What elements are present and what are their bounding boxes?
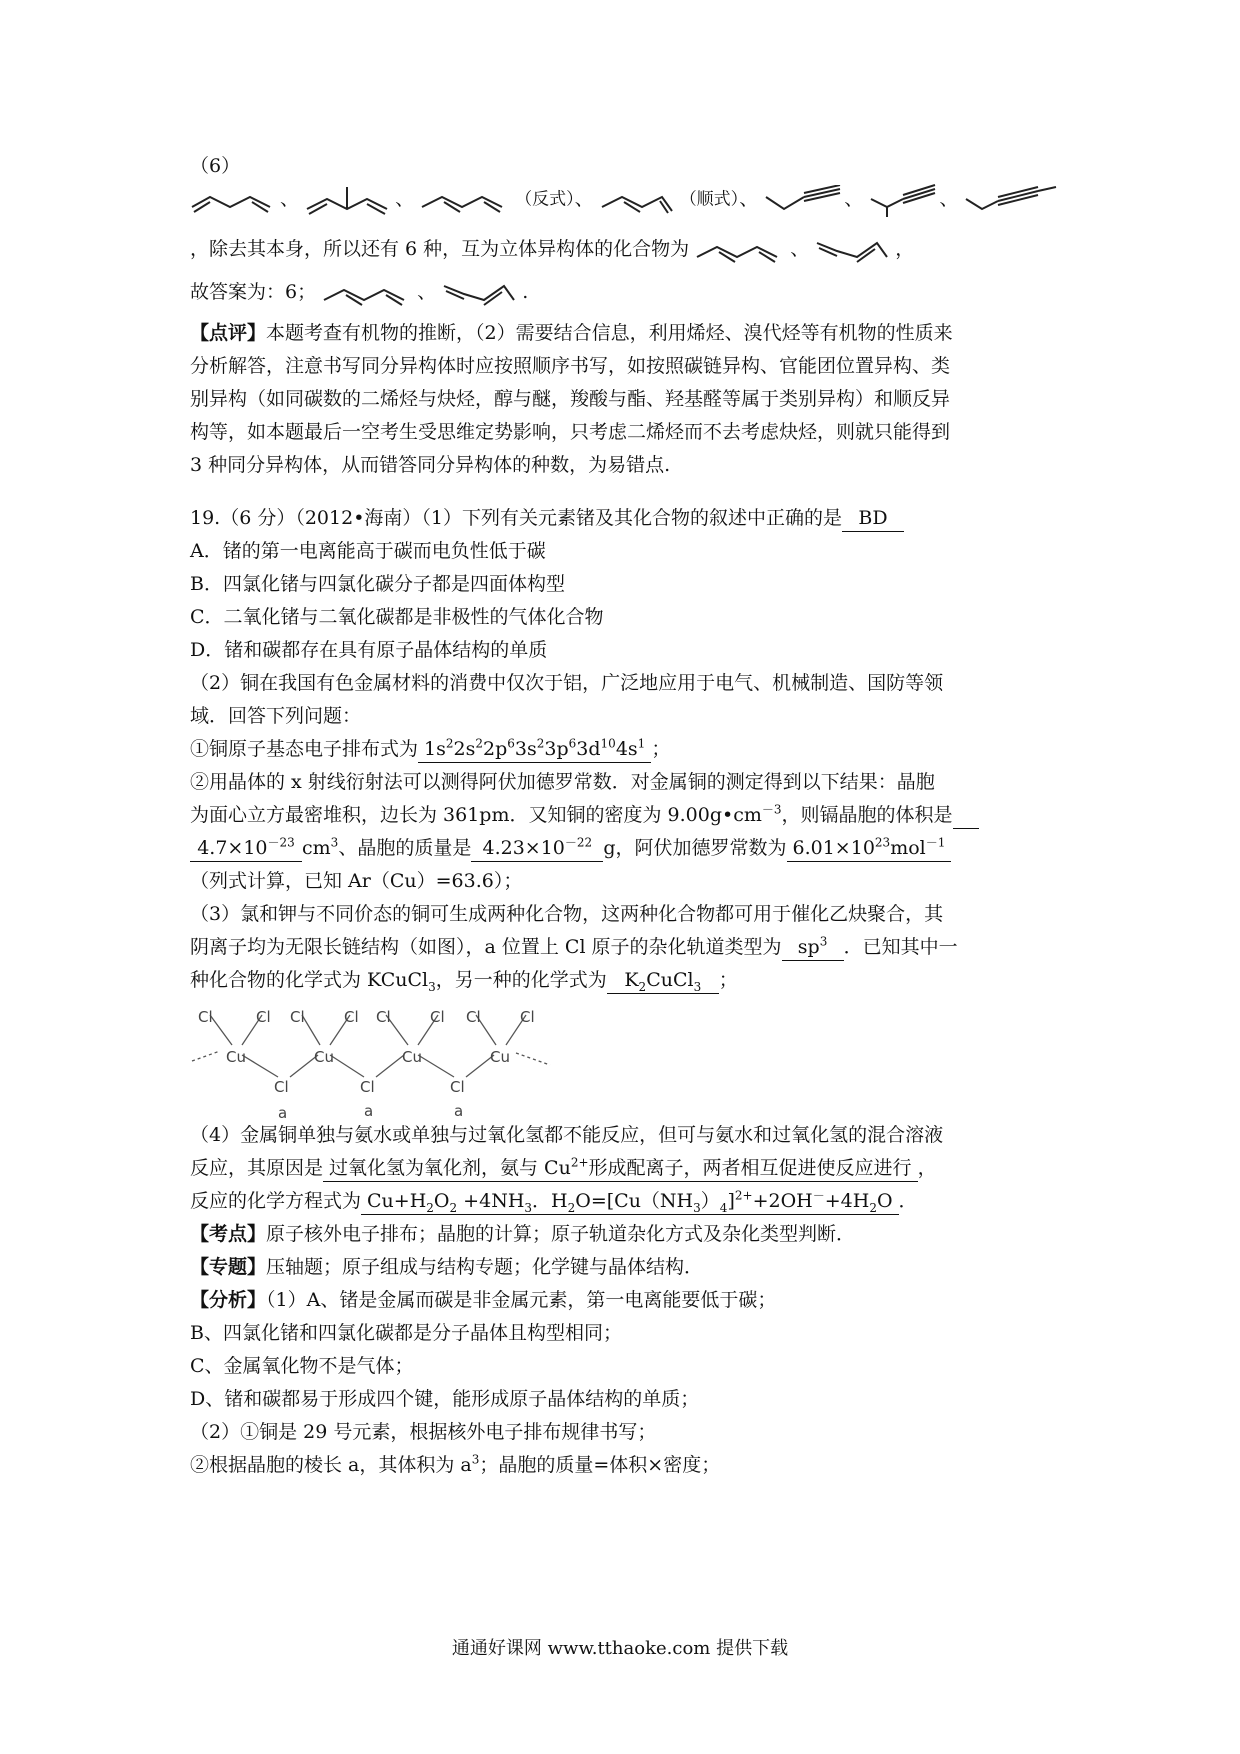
reason-blank: 过氧化氢为氧化剂，氨与 $Cu^{2+}$形成配离子，两者相互促进使反应进行 [323,1155,918,1182]
cl-label: Cl [466,1008,481,1026]
trans-label: （反式） [515,189,575,210]
cell-mass-blank: $4.23\times 10^{-22}$ [471,835,603,862]
option-c: C．二氧化锗与二氧化碳都是非极性的气体化合物 [190,606,604,628]
cu-label: Cu [402,1048,422,1066]
pentadiene-1-4-structure [190,185,280,215]
document-body [190,150,1070,1482]
q19-head: 19.（6 分）（2012•海南）（1）下列有关元素锗及其化合物的叙述中正确的是 [190,507,842,529]
question-19: 19.（6 分）（2012•海南）（1）下列有关元素锗及其化合物的叙述中正确的是 BD A．锗的第一电离能高于碳而电负性低于碳 B．四氯化锗与四氯化碳分子都是四面体构型 C．二氧化锗与二氧化碳都是非极性的气体化合物 D．锗和碳都存在具有原子晶体结构的单质 （2）铜在我国有色金属材料的消费中仅次于铝，广泛地应用于电气、机械制造、国防等领 域．回答下列问题： ①铜原子基态电子排布式为 $1s^22s^22p^63s^23p^63d^{10}4s^1$ ； ②用晶体的 x 射线衍射法可以测得阿伏加德罗常数．对金属铜的测定得到以下结果：晶胞 为面心立方最密堆积，边长为 361pm．又知铜的密度为 $9.00g•cm^{-3}$，则镉晶胞的体积是 $4.7\times 10^{-23}$ $cm^3$、晶胞的质量是 $4.23\times 10^{-22}$ g，阿伏加德罗常数为 $6.01\times 10^{23}mol^{-1}$ （列式计算，已知 Ar（Cu）=63.6）； （3）氯和钾与不同价态的铜可生成两种化合物，这两种化合物都可用于催化乙炔聚合，其 阴离子均为无限长链结构（如图），a 位置上 Cl 原子的杂化轨道类型为 $sp^3$ ．已知其中一 种化合物的化学式为 KCuCl$_3$，另一种的化学式为 $K_2CuCl_3$ ； Cl Cl Cl Cl Cl Cl Cl Cl Cu Cu Cu Cu Cl Cl Cl a a a （4）金属铜单独与氨水或单独与过氧化氢都不能反应，但可与氨水和过氧化氢的混合溶液 反应，其原因是 过氧化氢为氧化剂，氨与 $Cu^{2+}$形成配离子，两者相互促进使反应进行 ， 反应的化学方程式为 $Cu+H_2O_2 +4NH_3$．$H_2O=[Cu(NH_3)_4]^{2+}+2OH^-+4H_2O$ ． 【考点】原子核外电子排布；晶胞的计算；原子轨道杂化方式及杂化类型判断． 【专题】压轴题；原子组成与结构专题；化学键与晶体结构． 【分析】（1）A、锗是金属而碳是非金属元素，第一电离能要低于碳； B、四氯化锗和四氯化碳都是分子晶体且构型相同； C、金属氧化物不是气体； D、锗和碳都易于形成四个键，能形成原子晶体结构的单质； （2）①铜是 29 号元素，根据核外电子排布规律书写； ②根据晶胞的棱长 a，其体积为 $a^3$；晶胞的质量=体积×密度； [190,502,1070,1482]
cl-label: Cl [344,1008,359,1026]
avogadro-blank: $6.01\times 10^{23}mol^{-1}$ [787,835,952,862]
equation-blank: $Cu+H_2O_2 +4NH_3$．$H_2O=[Cu(NH_3)_4]^{2+}+2OH^-+4H_2O$ [361,1188,899,1215]
zhuanti-tag: 【专题】 [190,1256,267,1278]
part6-answer-line: 故答案为：6； 、 . [190,276,1070,309]
review-block: 【点评】本题考查有机物的推断，（2）需要结合信息，利用烯烃、溴代烃等有机物的性质来 分析解答，注意书写同分异构体时应按照顺序书写，如按照碳链异构、官能团位置异构、类 别异构（如同碳数的二烯烃与炔烃，醇与醚，羧酸与酯、羟基醛等属于类别异构）和顺反异 构等，如本题最后一空考生受思维定势影响，只考虑二烯烃而不去考虑炔烃，则就只能得到 3 种同分异构体，从而错答同分异构体的种数，为易错点. [190,322,953,476]
hybridization-blank: $sp^3$ [782,934,844,961]
option-b: B．四氯化锗与四氯化碳分子都是四面体构型 [190,573,565,595]
option-a: A．锗的第一电离能高于碳而电负性低于碳 [190,540,546,562]
position-a-label: a [278,1104,288,1122]
part6-label: （6） [190,155,241,177]
cu-label: Cu [226,1048,246,1066]
cl-label: Cl [290,1008,305,1026]
position-a-label: a [364,1102,374,1120]
fenxi-tag: 【分析】 [190,1289,267,1311]
cl-label: Cl [376,1008,391,1026]
cu-label: Cu [314,1048,334,1066]
review-tag: 【点评】 [190,322,267,344]
cl-label: Cl [198,1008,213,1026]
cl-label: Cl [520,1008,535,1026]
formula-blank: $K_2CuCl_3$ [607,967,719,994]
cu-label: Cu [490,1048,510,1066]
pentyne-2-structure [964,185,1059,215]
electron-config-line: ①铜原子基态电子排布式为 $1s^22s^22p^63s^23p^63d^{10}4s^1$ ； [190,733,1070,766]
bridge-cl-label: Cl [274,1078,289,1096]
kaodian-tag: 【考点】 [190,1223,267,1245]
answer-1-blank: BD [842,505,904,532]
answer-trans-structure [322,278,417,308]
cl-label: Cl [256,1008,271,1026]
answer-cis-structure [442,278,522,308]
option-d: D．锗和碳都存在具有原子晶体结构的单质 [190,639,548,661]
cell-volume-blank: $4.7\times 10^{-23}$ [190,835,302,862]
page-footer: 通通好课网 www.tthaoke.com 提供下载 [451,1638,789,1659]
cis-pentadiene-structure [600,185,680,215]
trans-isomer-structure [695,235,790,265]
bridge-cl-label: Cl [450,1078,465,1096]
methylbutyne-structure [869,183,939,217]
pentyne-1-structure [764,185,844,215]
position-a-label: a [454,1102,464,1120]
isomer-structures-row: 、 、 （反式）、 （顺式）、 、 、 [190,183,1070,227]
cl-label: Cl [430,1008,445,1026]
cell-volume-line: $4.7\times 10^{-23}$ $cm^3$、晶胞的质量是 $4.23\times 10^{-22}$ g，阿伏加德罗常数为 $6.01\times 10^{23}mol^{-1}$ [190,832,1070,865]
part6-stereo-line: ，除去其本身，所以还有 6 种，互为立体异构体的化合物为 、 ， [190,233,1070,266]
bridge-cl-label: Cl [360,1078,375,1096]
cis-isomer-structure [815,235,895,265]
electron-config-blank: $1s^22s^22p^63s^23p^63d^{10}4s^1$ [418,736,651,763]
trans-pentadiene-structure [420,185,515,215]
cis-label: （顺式） [679,189,740,210]
isoprene-structure [305,183,395,217]
cucl-chain-figure [190,1001,610,1122]
